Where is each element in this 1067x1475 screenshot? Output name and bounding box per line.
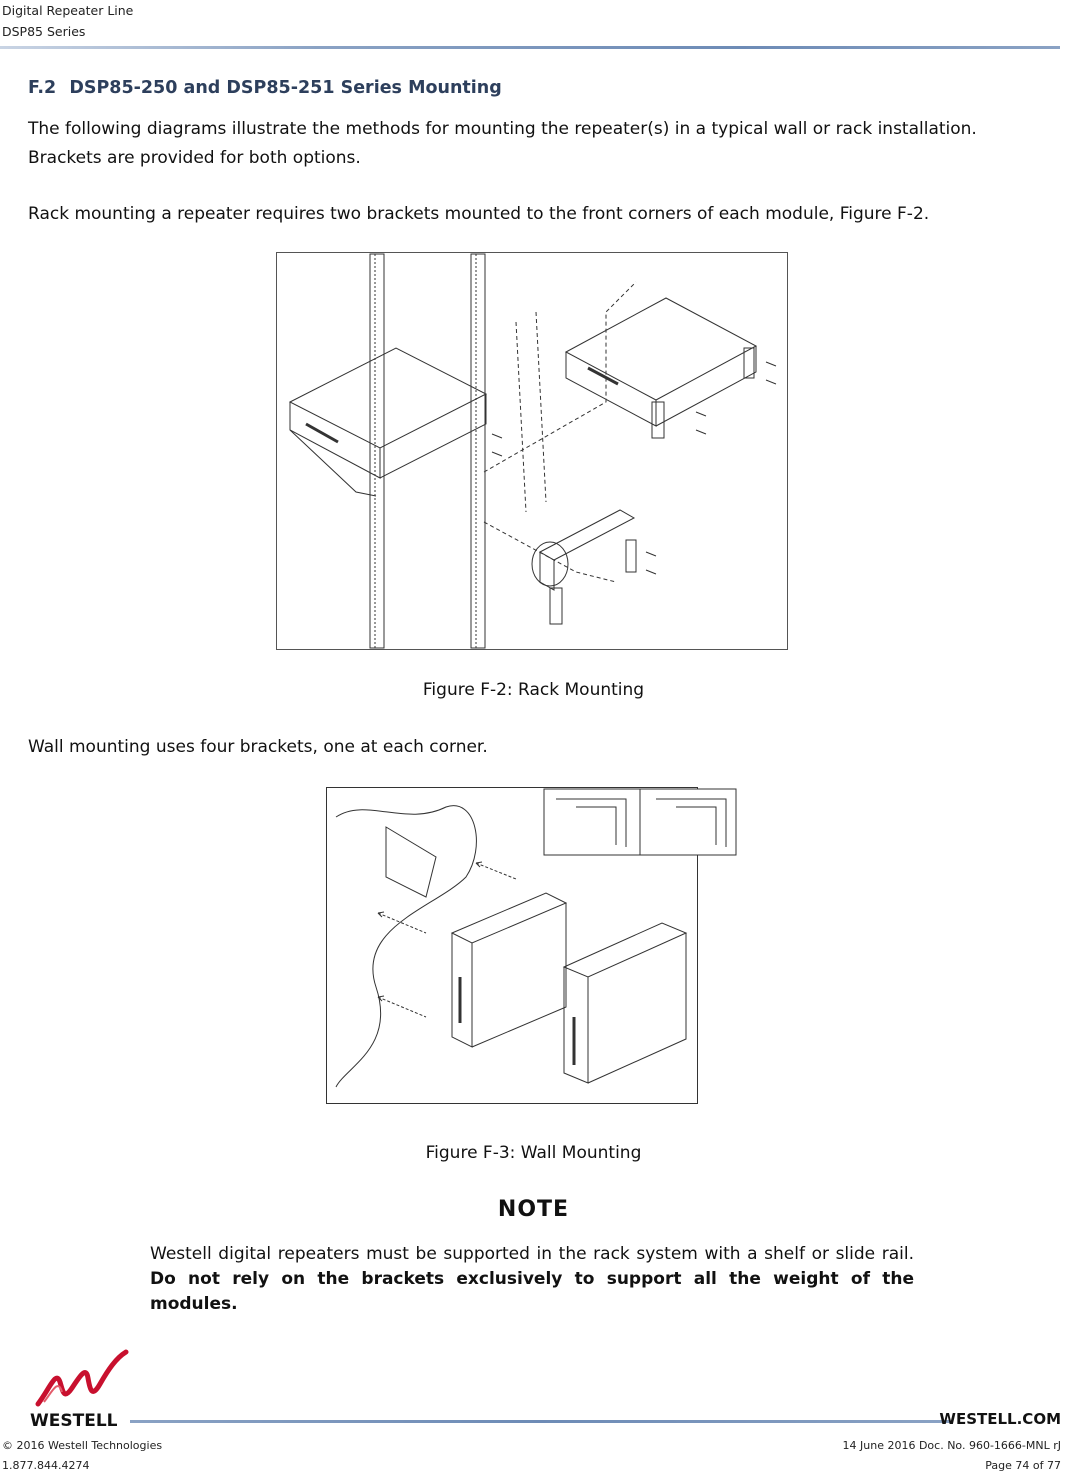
svg-text:WESTELL: WESTELL [30,1411,118,1430]
note-text: Westell digital repeaters must be supported in the rack system with a shelf or slide rail. [150,1244,914,1264]
footer-phone: 1.877.844.4274 [2,1459,90,1472]
footer-divider [130,1420,950,1423]
section-number: F.2 [28,78,57,98]
rack-figure-caption: Figure F-2: Rack Mounting [422,680,645,700]
wall-figure-caption: Figure F-3: Wall Mounting [425,1143,642,1163]
rack-paragraph: Rack mounting a repeater requires two brackets mounted to the front corners of each module, Figure F-2. [28,204,930,224]
header-product-line: Digital Repeater Line [2,3,134,18]
section-heading [28,78,502,98]
running-header [2,0,133,42]
note-body [150,1242,914,1317]
section-title: DSP85-250 and DSP85-251 Series Mounting [69,78,502,98]
header-series: DSP85 Series [2,24,86,39]
note-title: NOTE [497,1197,570,1222]
westell-logo [30,1348,130,1430]
footer-website[interactable]: WESTELL.COM [939,1410,1061,1428]
wall-paragraph: Wall mounting uses four brackets, one at each corner. [28,737,488,757]
footer-doc-number: 14 June 2016 Doc. No. 960-1666-MNL rJ [842,1439,1061,1452]
note-warning: Do not rely on the brackets exclusively to support all the weight of the modules. [150,1269,914,1314]
rack-mounting-diagram [276,252,788,650]
wall-mounting-diagram [326,787,738,1105]
footer-page-number: Page 74 of 77 [985,1459,1061,1472]
footer-copyright: © 2016 Westell Technologies [2,1439,163,1452]
header-divider [0,46,1060,49]
intro-paragraph: The following diagrams illustrate the methods for mounting the repeater(s) in a typical wall or rack installation. Brackets are provided for both options. [28,119,977,168]
